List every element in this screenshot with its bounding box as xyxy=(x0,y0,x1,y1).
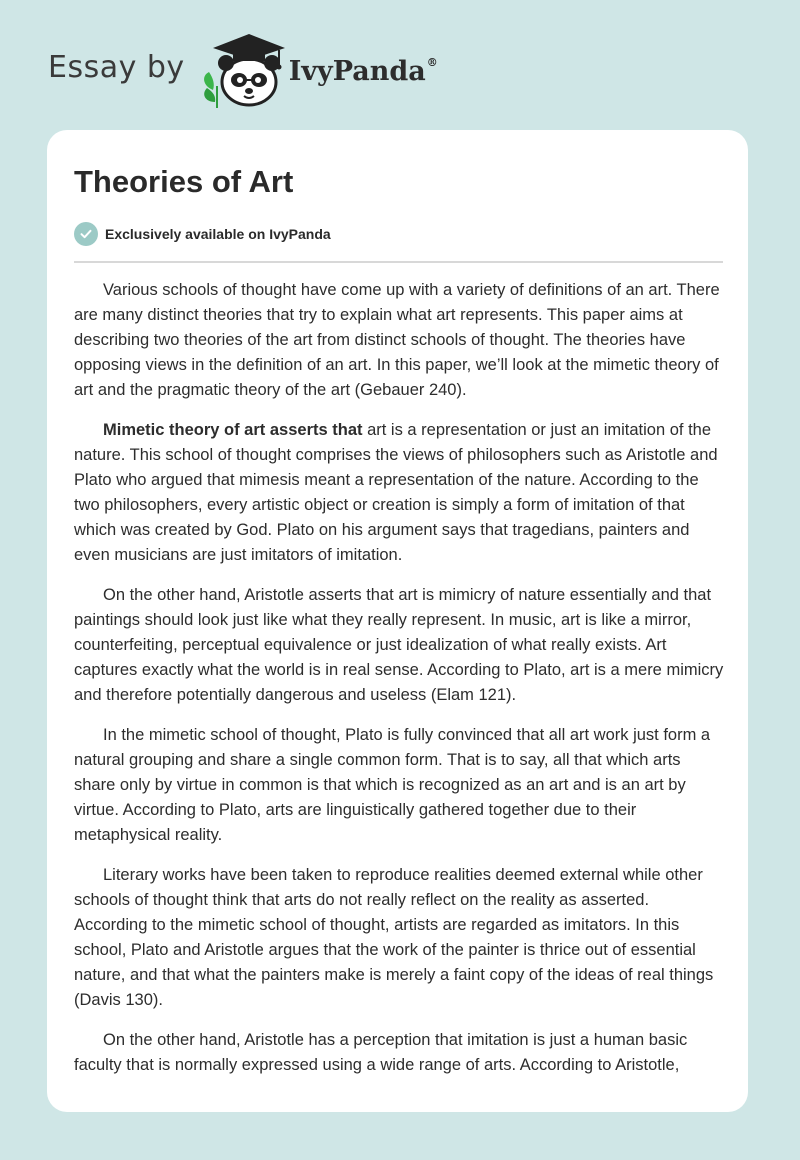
paragraph: In the mimetic school of thought, Plato is fully convinced that all art work just form a natural grouping and share a single common form. That is to say, all that which arts share only by virtue in common is that which is recognized as an art and is an art by virtue. According to Plato, arts are linguistically gathered together due to their metaphysical reality. xyxy=(74,726,711,844)
panda-graduate-logo-icon[interactable] xyxy=(199,30,287,110)
paragraph: Mimetic theory of art asserts that art is a representation or just an imitation of the nature. This school of thought comprises the views of philosophers such as Aristotle and Plato who argued that mimesis meant a representation of the nature. According to the two philosophers, every artistic object or creation is simply a form of imitation of that which was created by God. Plato on his argument says that tragedians, painters and even musicians are just imitators of imitation. xyxy=(74,421,718,564)
essay-body xyxy=(74,278,724,1093)
essay-card xyxy=(47,130,748,1112)
essay-by-label: Essay by xyxy=(48,49,185,85)
paragraph: On the other hand, Aristotle asserts that art is mimicry of nature essentially and that paintings should look just like what they really represent. In music, art is like a mirror, counterfeiting, perceptual equivalence or just idealization of what really exists. Art captures exactly what the world is in real sense. According to Plato, art is a mere mimicry and therefore potentially dangerous and useless (Elam 121). xyxy=(74,586,724,704)
page-title: Theories of Art xyxy=(74,164,294,199)
site-header xyxy=(48,30,438,110)
paragraph: Various schools of thought have come up with a variety of definitions of an art. There are many distinct theories that try to explain what art represents. This paper aims at describing two theories of the art from distinct schools of thought. The theories have opposing views in the definition of an art. In this paper, we’ll look at the mimetic theory of art and the pragmatic theory of the art (Gebauer 240). xyxy=(74,281,720,399)
exclusive-badge xyxy=(74,222,331,246)
paragraph-lead: Mimetic theory of art asserts that xyxy=(103,421,363,439)
exclusive-label: Exclusively available on IvyPanda xyxy=(105,226,331,242)
paragraph: On the other hand, Aristotle has a perception that imitation is just a human basic faculty that is normally expressed using a wide range of arts. According to Aristotle, xyxy=(74,1031,688,1074)
check-icon xyxy=(74,222,98,246)
divider xyxy=(74,261,723,263)
paragraph: Literary works have been taken to reproduce realities deemed external while other schools of thought think that arts do not really reflect on the reality as asserted. According to the mimetic school of thought, artists are regarded as imitators. In this school, Plato and Aristotle argues that the work of the painter is thrice out of essential nature, and that what the painters make is merely a faint copy of the ideas of real things (Davis 130). xyxy=(74,866,714,1009)
brand-name[interactable]: IvyPanda® xyxy=(288,55,438,87)
